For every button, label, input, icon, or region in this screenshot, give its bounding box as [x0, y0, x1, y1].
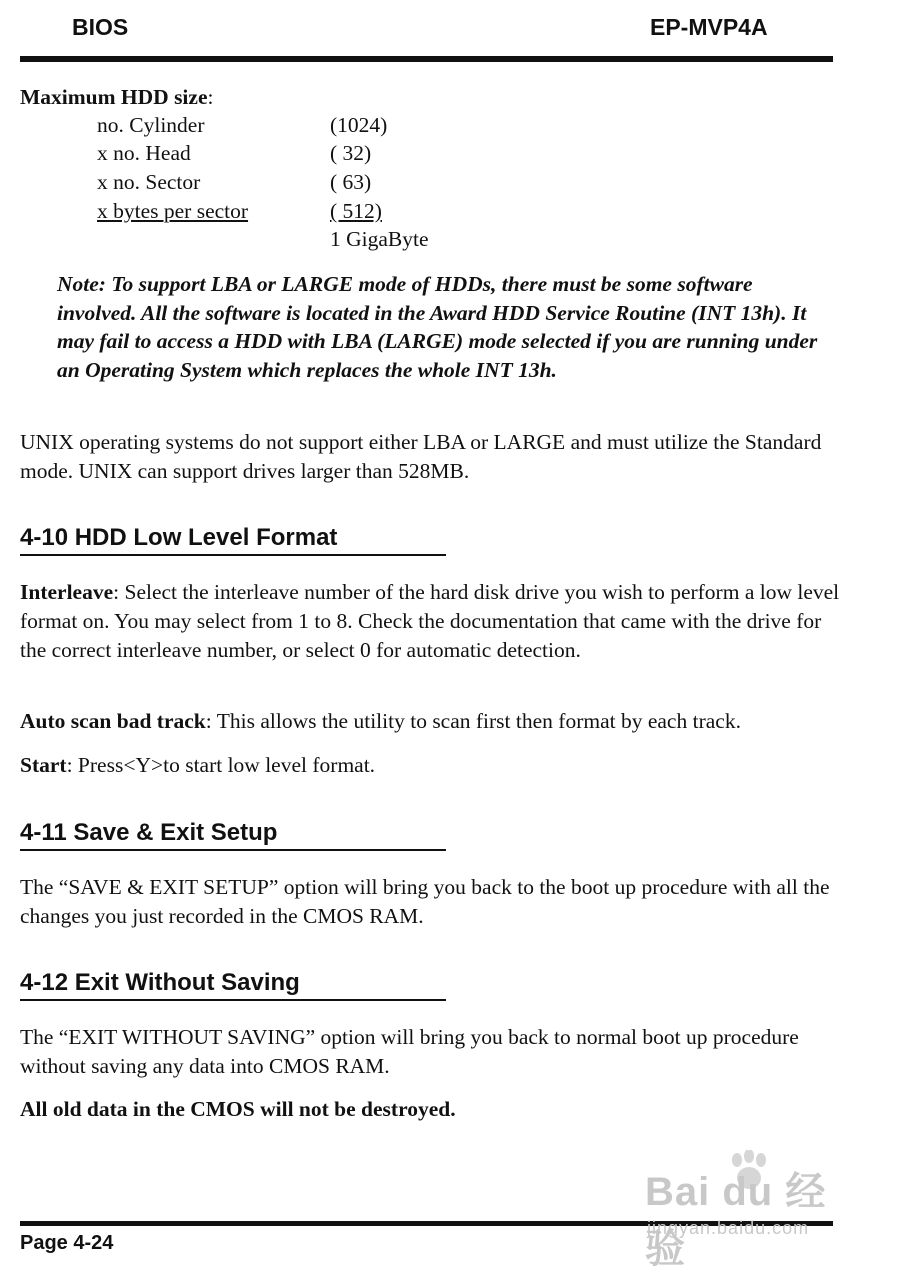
page-number: Page 4-24: [20, 1232, 114, 1254]
watermark-logo-text: Bai du 经验: [645, 1170, 827, 1271]
start-paragraph: [20, 751, 850, 780]
section-title-4-12: 4-12 Exit Without Saving: [20, 968, 446, 1001]
hdd-row-value: ( 512): [330, 199, 382, 223]
hdd-row-value: ( 32): [330, 141, 372, 165]
start-term: Start: [20, 753, 67, 777]
save-exit-paragraph: The “SAVE & EXIT SETUP” option will bring you back to the boot up procedure with all the changes you just recorded in the CMOS RAM.: [20, 875, 830, 928]
autoscan-term: Auto scan bad track: [20, 709, 206, 733]
section-title-4-11: 4-11 Save & Exit Setup: [20, 818, 446, 851]
hdd-row-label: x bytes per sector: [97, 199, 249, 223]
interleave-text: : Select the interleave number of the hard disk drive you wish to perform a low level format on. You may select from 1 to 8. Check the documentation that came with the drive for the correct interleave number, or select 0 for automatic detection.: [20, 580, 840, 662]
autoscan-text: : This allows the utility to scan first then format by each track.: [205, 709, 741, 733]
baidu-watermark: [645, 1150, 865, 1271]
interleave-term: Interleave: [20, 580, 114, 604]
hdd-row-value: (1024): [330, 113, 388, 137]
start-text: : Press<Y>to start low level format.: [66, 753, 376, 777]
interleave-paragraph: [20, 578, 850, 665]
exit-no-save-paragraph: The “EXIT WITHOUT SAVING” option will bring you back to normal boot up procedure without saving any data into CMOS RAM.: [20, 1025, 799, 1078]
hdd-row-label: x no. Sector: [97, 170, 201, 194]
watermark-url: jingyan.baidu.com: [647, 1218, 810, 1238]
hdd-total-value: 1 GigaByte: [330, 227, 429, 251]
header-title-right: EP-MVP4A: [650, 14, 768, 40]
hdd-row-label: no. Cylinder: [97, 113, 205, 137]
hdd-size-heading-term: Maximum HDD size: [20, 85, 208, 109]
lba-note: Note: To support LBA or LARGE mode of HDDs, there must be some software involved. All the software is located in the Award HDD Service Routine (INT 13h). It may fail to access a HDD with LBA (LARGE) mode selected if you are running under an Operating System which replaces the whole INT 13h.: [57, 272, 818, 382]
hdd-row-value: ( 63): [330, 170, 372, 194]
hdd-row-label: x no. Head: [97, 141, 191, 165]
autoscan-paragraph: [20, 707, 850, 736]
header-rule: [20, 56, 833, 62]
unix-paragraph: UNIX operating systems do not support either LBA or LARGE and must utilize the Standard mode. UNIX can support drives larger than 528MB.: [20, 430, 822, 483]
section-title-4-10: 4-10 HDD Low Level Format: [20, 523, 446, 556]
cmos-preserved-statement: All old data in the CMOS will not be destroyed.: [20, 1097, 456, 1121]
header-title-left: BIOS: [72, 14, 129, 40]
hdd-size-heading-colon: :: [207, 85, 214, 109]
hdd-size-heading: [20, 85, 213, 110]
